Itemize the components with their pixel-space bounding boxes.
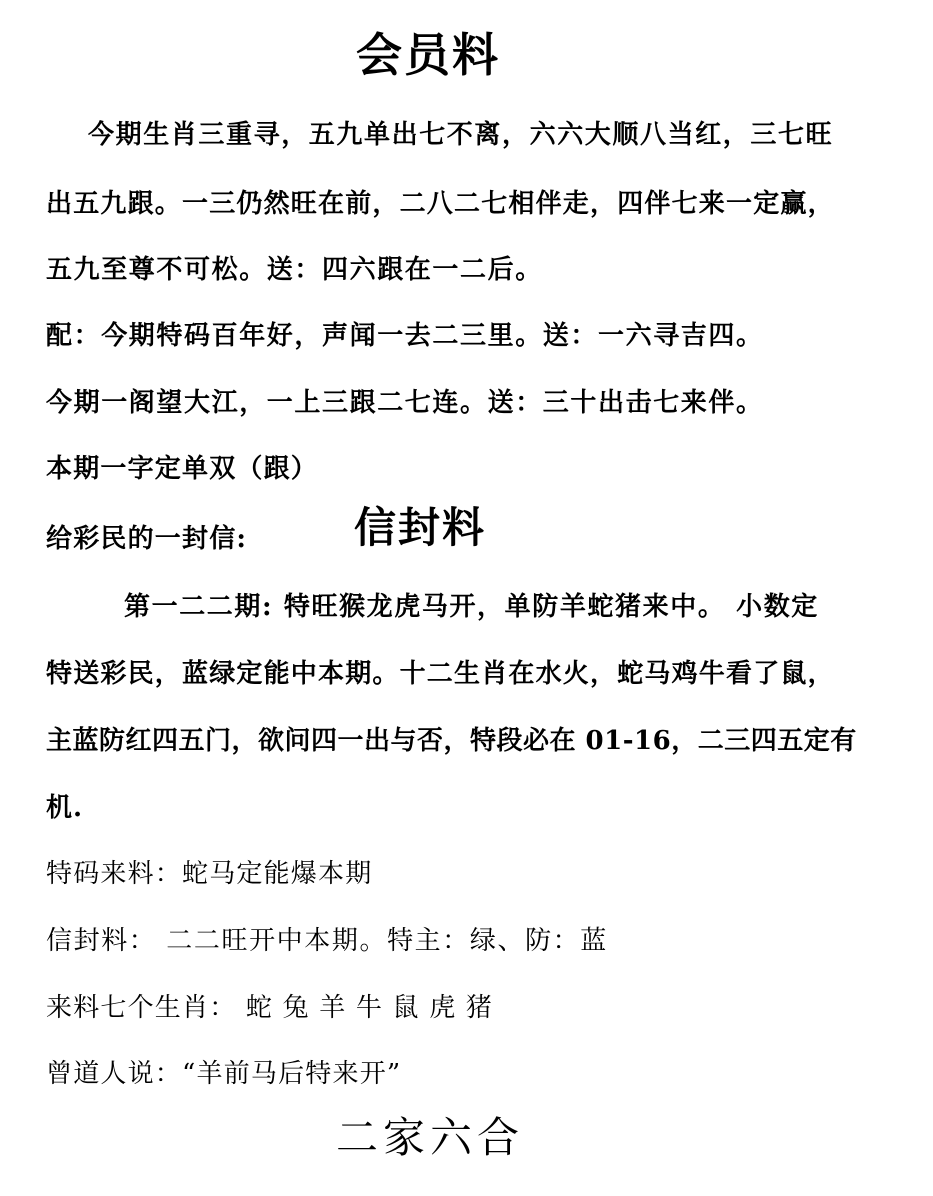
huiyuan-line-6: 本期一字定单双（跟） <box>46 454 319 484</box>
letter-line-7: 来料七个生肖： 蛇 兔 羊 牛 鼠 虎 猪 <box>46 993 494 1023</box>
huiyuan-line-1: 今期生肖三重寻，五九单出七不离，六六大顺八当红，三七旺 <box>88 120 834 150</box>
huiyuan-line-3: 五九至尊不可松。送：四六跟在一二后。 <box>46 255 543 285</box>
letter-line-4: 机. <box>46 793 84 823</box>
section-title-letter: 信封料 <box>354 503 487 552</box>
letter-intro: 给彩民的一封信: <box>46 524 248 554</box>
section-title-huiyuan: 会员料 <box>356 28 500 82</box>
huiyuan-line-2: 出五九跟。一三仍然旺在前，二八二七相伴走，四伴七来一定赢， <box>46 189 835 219</box>
huiyuan-line-5: 今期一阁望大江，一上三跟二七连。送：三十出击七来伴。 <box>46 388 764 418</box>
letter-line-3: 主蓝防红四五门，欲问四一出与否，特段必在 01-16，二三四五定有 <box>46 726 857 756</box>
letter-line-6: 信封料： 二二旺开中本期。特主：绿、防：蓝 <box>46 926 608 956</box>
letter-line-1: 第一二二期: 特旺猴龙虎马开，单防羊蛇猪来中。 小数定 <box>124 592 819 622</box>
letter-line-8: 曾道人说：“羊前马后特来开” <box>46 1059 402 1089</box>
letter-line-5: 特码来料：蛇马定能爆本期 <box>46 859 373 889</box>
section-title-footer: 二家六合 <box>336 1113 525 1162</box>
letter-line-2: 特送彩民，蓝绿定能中本期。十二生肖在水火，蛇马鸡牛看了鼠， <box>46 659 835 689</box>
huiyuan-line-4: 配：今期特码百年好，声闻一去二三里。送：一六寻吉四。 <box>46 321 764 351</box>
